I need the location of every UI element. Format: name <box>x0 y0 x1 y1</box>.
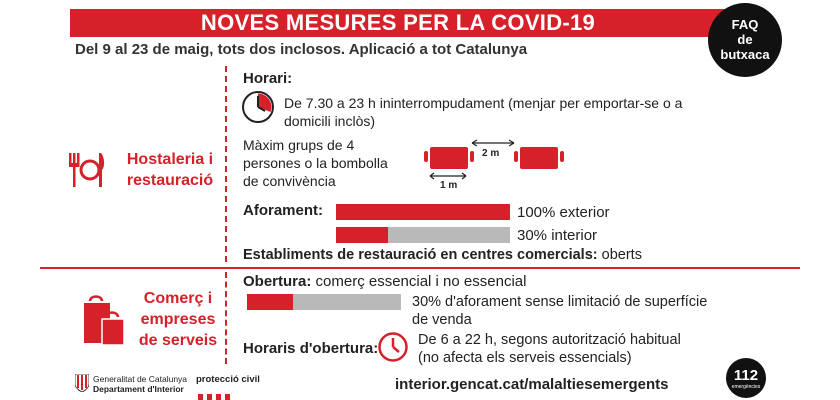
establiments-value: oberts <box>597 247 642 263</box>
section-label-comerc <box>128 288 228 351</box>
clock-icon <box>377 331 409 363</box>
chair-icon <box>514 151 518 162</box>
distance-diagram <box>424 139 574 195</box>
obertura-title: Obertura: <box>243 273 312 290</box>
faq-badge-line-1: FAQ <box>731 17 759 32</box>
gencat-line: Departament d'Interior <box>93 384 184 394</box>
chair-icon <box>424 151 428 162</box>
comerc-aforament-line: 30% d'aforament sense limitació de superfície <box>412 294 708 310</box>
chair-icon <box>560 151 564 162</box>
aforament-bar-fill <box>336 227 388 243</box>
comerc-aforament-line: de venda <box>412 312 472 328</box>
aforament-label-exterior: 100% exterior <box>517 204 610 221</box>
faq-badge <box>708 3 782 77</box>
chair-icon <box>470 151 474 162</box>
double-arrow-icon <box>470 139 516 147</box>
footer-url: interior.gencat.cat/malaltiesemergents <box>395 376 669 393</box>
page-title: NOVES MESURES PER LA COVID-19 <box>70 9 726 37</box>
proteccio-civil-stripes <box>198 387 258 393</box>
faq-badge-line-2: de <box>737 32 753 47</box>
badge-112-sub: emergències <box>731 384 761 390</box>
section-divider-vertical <box>225 66 227 262</box>
aforament-title: Aforament: <box>243 202 324 219</box>
grups-line: Màxim grups de 4 <box>243 137 355 153</box>
section-label-line: empreses <box>140 311 216 328</box>
horaris-line: (no afecta els serveis essencials) <box>418 350 632 366</box>
horaris-title: Horaris d'obertura: <box>243 340 379 357</box>
obertura-text <box>243 273 526 291</box>
horari-line: domicili inclòs) <box>284 113 376 129</box>
subtitle: Del 9 al 23 de maig, tots dos inclosos. Aplicació a tot Catalunya <box>75 41 528 58</box>
shopping-bags-icon <box>80 295 130 349</box>
distance-label-chairs: 1 m <box>440 180 458 191</box>
gencat-logo-icon <box>75 374 89 392</box>
distance-label-tables: 2 m <box>482 148 500 159</box>
aforament-bar-interior <box>336 227 510 243</box>
section-label-line: Comerç i <box>143 290 213 307</box>
obertura-value: comerç essencial i no essencial <box>315 273 527 290</box>
establiments-label: Establiments de restauració en centres comercials: <box>243 247 598 263</box>
aforament-bar-exterior <box>336 204 510 220</box>
section-divider-horizontal <box>40 267 800 269</box>
gencat-logo-text <box>93 374 187 394</box>
aforament-bar-fill <box>336 204 510 220</box>
grups-text <box>243 136 423 190</box>
section-label-hostaleria <box>120 149 220 191</box>
aforament-label-interior: 30% interior <box>517 227 598 244</box>
proteccio-civil-logo: protecció civil <box>196 374 260 385</box>
double-arrow-icon <box>428 172 468 180</box>
comerc-aforament-bar-fill <box>247 294 293 310</box>
horari-text <box>284 94 744 130</box>
section-label-line: restauració <box>126 172 214 189</box>
grups-line: persones o la bombolla <box>243 155 388 171</box>
gencat-line: Generalitat de Catalunya <box>93 374 188 384</box>
section-label-line: de serveis <box>138 332 218 349</box>
badge-112-number: 112 <box>733 367 759 384</box>
table-icon <box>430 147 468 169</box>
comerc-aforament-text <box>412 293 742 329</box>
horari-line: De 7.30 a 23 h ininterrompudament (menjar per emportar-se o a <box>284 95 683 111</box>
grups-line: de convivència <box>243 173 336 189</box>
establiments-text <box>243 246 642 264</box>
emergency-112-badge <box>726 358 766 398</box>
clock-icon <box>241 90 275 124</box>
horari-title: Horari: <box>243 70 293 87</box>
plate-cutlery-icon <box>68 150 106 190</box>
faq-badge-line-3: butxaca <box>720 47 770 62</box>
horaris-text <box>418 331 748 367</box>
table-icon <box>520 147 558 169</box>
section-label-line: Hostaleria i <box>126 151 214 168</box>
horaris-line: De 6 a 22 h, segons autorització habitual <box>418 332 681 348</box>
comerc-aforament-bar <box>247 294 401 310</box>
